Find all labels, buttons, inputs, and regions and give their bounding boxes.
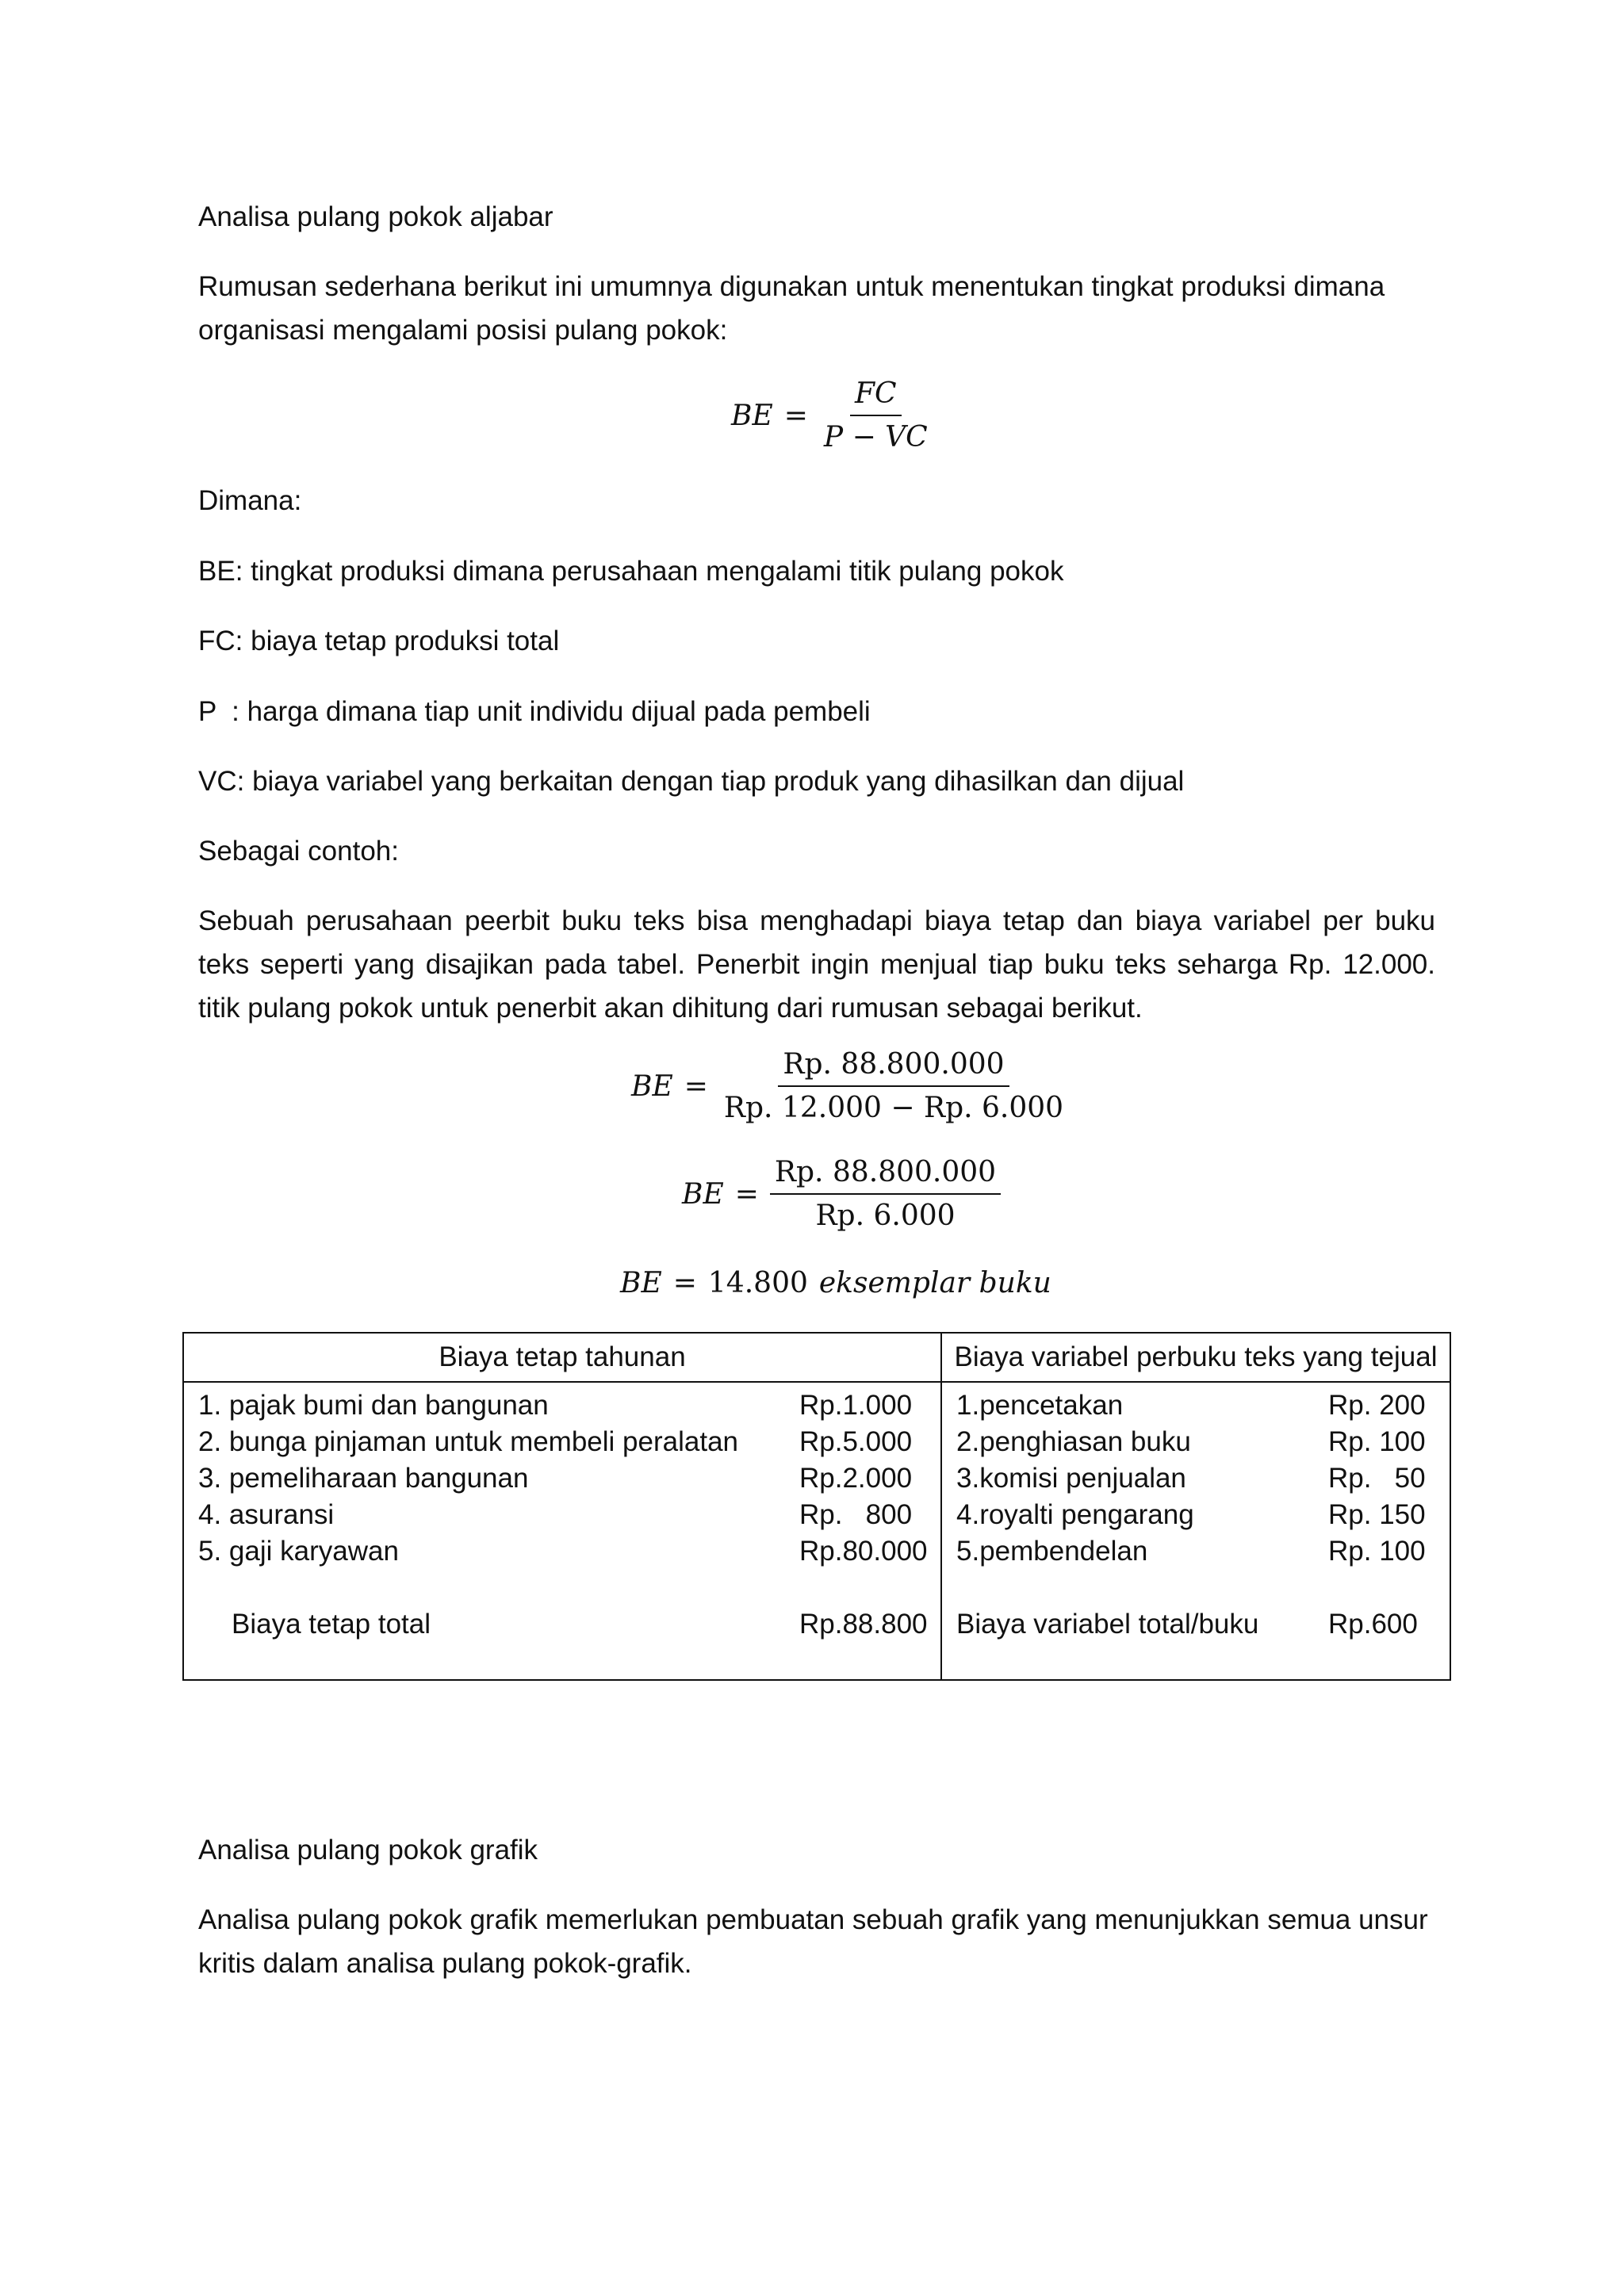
formula-be	[731, 377, 933, 453]
item-label: 5. gaji karyawan	[198, 1536, 399, 1567]
fixed-cost-header: Biaya tetap tahunan	[183, 1333, 941, 1382]
section-heading-aljabar: Analisa pulang pokok aljabar	[198, 201, 553, 232]
spacer	[198, 1570, 926, 1606]
calc-step-2	[682, 1156, 1001, 1232]
example-label: Sebagai contoh:	[198, 836, 399, 867]
table-row	[956, 1424, 1435, 1460]
item-amount: Rp.2.000	[799, 1463, 913, 1494]
table-row	[956, 1460, 1435, 1497]
item-label: 2. bunga pinjaman untuk membeli peralatan	[198, 1426, 738, 1457]
calc2-denominator: Rp. 6.000	[815, 1200, 956, 1232]
calc1-fraction	[719, 1048, 1068, 1124]
calc3-lhs: BE	[620, 1267, 662, 1299]
calc3-value: 14.800	[707, 1267, 808, 1299]
calc2-lhs: BE	[682, 1177, 724, 1211]
total-amount: Rp.600	[1328, 1609, 1418, 1640]
calc1-denominator: Rp. 12.000 − Rp. 6.000	[723, 1092, 1064, 1124]
table-row	[956, 1533, 1435, 1570]
item-amount: Rp. 100	[1328, 1426, 1426, 1457]
total-amount: Rp.88.800	[799, 1609, 928, 1640]
formula-numerator: FC	[850, 377, 902, 416]
definition-vc: VC: biaya variabel yang berkaitan dengan tiap produk yang dihasilkan dan dijual	[198, 766, 1185, 797]
calc-step-3	[620, 1267, 1051, 1299]
variable-cost-column	[941, 1382, 1450, 1680]
total-label: Biaya variabel total/buku	[956, 1609, 1259, 1640]
section-heading-grafik: Analisa pulang pokok grafik	[198, 1835, 538, 1866]
formula-denominator: P − VC	[823, 421, 928, 453]
item-label: 3.komisi penjualan	[956, 1463, 1186, 1494]
fixed-cost-column	[183, 1382, 941, 1680]
definition-p: P : harga dimana tiap unit individu dijual pada pembeli	[198, 696, 871, 727]
table-row	[956, 1497, 1435, 1533]
intro-paragraph: Rumusan sederhana berikut ini umumnya digunakan untuk menentukan tingkat produksi dimana organisasi mengalami posisi pulang pokok:	[198, 271, 1385, 346]
total-label: Biaya tetap total	[232, 1609, 431, 1640]
item-amount: Rp. 150	[1328, 1499, 1426, 1530]
item-label: 1.pencetakan	[956, 1390, 1124, 1421]
item-label: 2.penghiasan buku	[956, 1426, 1191, 1457]
item-amount: Rp. 800	[799, 1499, 913, 1530]
definition-be: BE: tingkat produksi dimana perusahaan mengalami titik pulang pokok	[198, 556, 1064, 587]
table-row	[198, 1460, 926, 1497]
formula-lhs: BE	[731, 399, 773, 432]
spacer	[956, 1570, 1435, 1606]
item-amount: Rp. 200	[1328, 1390, 1426, 1421]
calc3-unit: eksemplar buku	[818, 1267, 1051, 1299]
table-body-row	[183, 1382, 1450, 1680]
variable-total-row	[956, 1606, 1435, 1643]
item-amount: Rp. 50	[1328, 1463, 1426, 1494]
calc1-lhs: BE	[631, 1070, 673, 1103]
table-row	[956, 1387, 1435, 1424]
item-label: 3. pemeliharaan bangunan	[198, 1463, 529, 1494]
table-row	[198, 1387, 926, 1424]
table-row	[198, 1424, 926, 1460]
formula-equals: =	[783, 399, 808, 432]
grafik-paragraph: Analisa pulang pokok grafik memerlukan pembuatan sebuah grafik yang menunjukkan semua unsur kritis dalam analisa pulang pokok-grafik.	[198, 1904, 1428, 1979]
where-label: Dimana:	[198, 485, 302, 516]
item-label: 4.royalti pengarang	[956, 1499, 1194, 1530]
item-label: 5.pembendelan	[956, 1536, 1148, 1567]
definition-fc: FC: biaya tetap produksi total	[198, 626, 560, 656]
item-amount: Rp.1.000	[799, 1390, 913, 1421]
variable-cost-list	[942, 1383, 1450, 1647]
formula-fraction	[819, 377, 933, 453]
fixed-cost-list	[184, 1383, 940, 1647]
calc2-equals: =	[734, 1177, 759, 1211]
item-label: 4. asuransi	[198, 1499, 335, 1530]
calc1-equals: =	[684, 1070, 708, 1103]
item-amount: Rp.5.000	[799, 1426, 913, 1457]
item-amount: Rp. 100	[1328, 1536, 1426, 1567]
fixed-total-row	[198, 1606, 926, 1643]
cost-table	[182, 1332, 1451, 1681]
variable-cost-header: Biaya variabel perbuku teks yang tejual	[941, 1333, 1450, 1382]
calc3-equals: =	[672, 1267, 697, 1299]
calc1-numerator: Rp. 88.800.000	[778, 1048, 1009, 1087]
item-label: 1. pajak bumi dan bangunan	[198, 1390, 549, 1421]
calc-step-1	[631, 1048, 1068, 1124]
table-row	[198, 1533, 926, 1570]
item-amount: Rp.80.000	[799, 1536, 928, 1567]
calc2-fraction	[770, 1156, 1001, 1232]
calc2-numerator: Rp. 88.800.000	[770, 1156, 1001, 1195]
example-paragraph: Sebuah perusahaan peerbit buku teks bisa menghadapi biaya tetap dan biaya variabel per buku teks seperti yang disajikan pada tabel. Penerbit ingin menjual tiap buku teks seharga Rp. 12.000. titik pulang pokok untuk penerbit akan dihitung dari rumusan sebagai berikut.	[198, 905, 1435, 1024]
table-header-row	[183, 1333, 1450, 1382]
table-row	[198, 1497, 926, 1533]
